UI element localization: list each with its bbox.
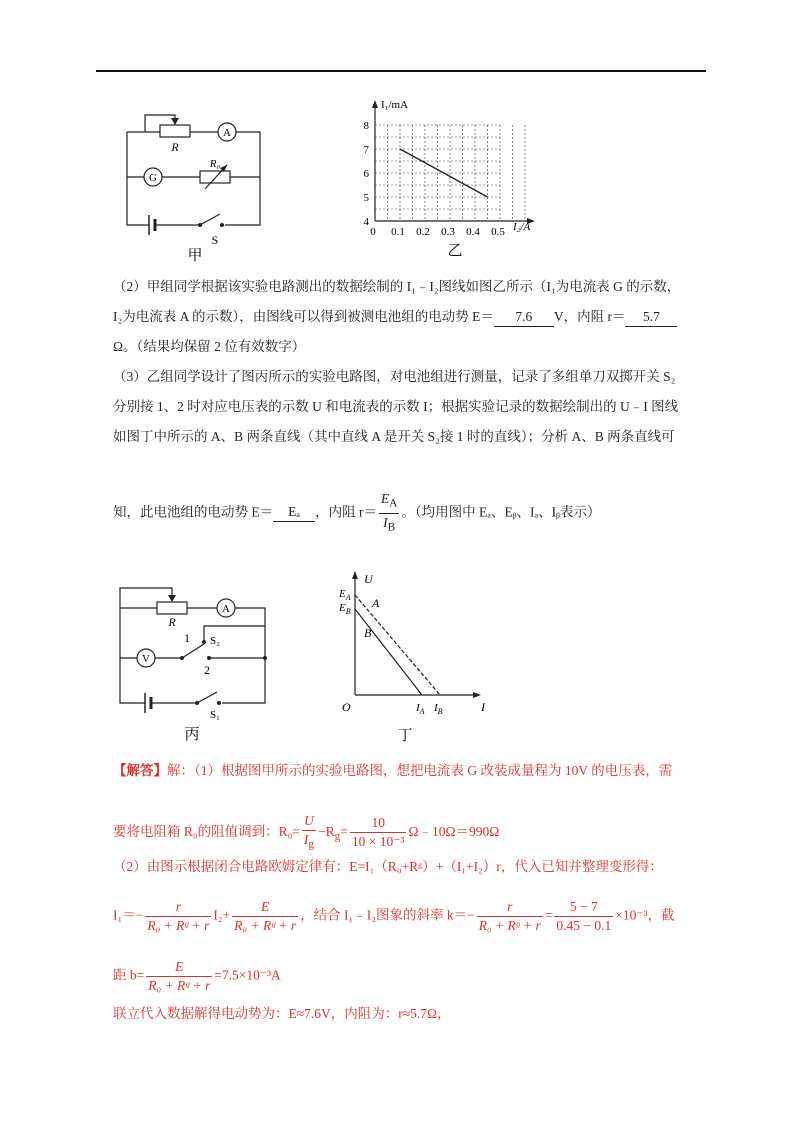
ib-label: $I_B$ (434, 702, 443, 716)
para-3-line-3: 如图丁中所示的 A、B 两条直线（其中直线 A 是开关 S₂接 1 时的直线）；分析 A、B 两条直线可 (113, 429, 675, 444)
line-B (355, 609, 422, 695)
para-2-line-2: I₂为电流表 A 的示数），由图线可以得到被测电池组的电动势 E＝ 7.6 V，内阻 r＝ 5.7 (113, 308, 677, 327)
answer-line-3: （2）由图示根据闭合电路欧姆定律有：E=I₁（R₀+Rᵍ）+（I₁+I₂）r，代入已知并整理变形得： (113, 859, 663, 874)
eb-label: $E_B$ (339, 602, 351, 616)
line-a-label: A (372, 596, 380, 610)
origin-label: O (342, 700, 351, 714)
figure-caption-ding: 丁 (397, 728, 413, 744)
answer-fraction-r: $\frac{E_A}{I_B}$ (381, 491, 398, 534)
para-3-line-2: 分别接 1、2 时对应电压表的示数 U 和电流表的示数 I；根据实验记录的数据绘制出的 U﹣I 图线 (113, 399, 679, 414)
answer-line-4: I₁＝− $\frac{r}{\text{R₀ + Rᵍ + r}}$ I₂+ $\frac{E}{\text{R₀ + Rᵍ + r}}$ ，结合 I₁﹣I₂图象的斜率 k＝− $\frac{r}{\text{R₀ + Rᵍ + r}}$ = $\frac{5 - 7}{0.45 - 0.1}$ ×10⁻³，截 (113, 899, 675, 933)
y-tick-label: 4 (363, 216, 369, 228)
y-tick-label: 6 (363, 168, 369, 180)
x-tick-label: 0.5 (491, 226, 505, 238)
figure-caption-yi: 乙 (447, 243, 463, 259)
para-3-line-1: （3）乙组同学设计了图丙所示的实验电路图，对电池组进行测量，记录了多组单刀双掷开关 S₂ (113, 369, 676, 384)
circuit-bing (112, 578, 277, 743)
voltmeter-label: V (142, 653, 150, 665)
answer-blank-r: 5.7 (625, 308, 677, 327)
circuit-jia (115, 105, 275, 265)
x-tick-label: 0.2 (416, 226, 430, 238)
ammeter-label: A (223, 127, 231, 139)
series-line (400, 149, 488, 197)
answer-tag: 【解答】 (113, 763, 167, 778)
rheostat-arrow-icon (168, 595, 176, 602)
ea-label: $E_A$ (339, 588, 351, 602)
graph-ding (330, 565, 490, 745)
i-axis-arrow-icon (473, 692, 481, 698)
switch-pos-2: 2 (204, 663, 210, 677)
i-axis-label: I (481, 700, 485, 714)
y-tick-label: 8 (363, 120, 369, 132)
line-b-label: B (364, 626, 372, 640)
x-tick-label: 0.1 (391, 226, 405, 238)
chart-yi (355, 95, 555, 265)
answer-blank-E2: Eₐ (273, 503, 315, 522)
answer-line-6: 联立代入数据解得电动势为：E≈7.6V，内阻为：r≈5.7Ω， (113, 1006, 451, 1021)
y-tick-label: 5 (363, 192, 369, 204)
answer-line-5: 距 b= $\frac{E}{\text{R₀ + Rᵍ + r}}$ =7.5×10⁻³A (113, 959, 281, 993)
answer-line-2: 要将电阻箱 R₀的阻值调到：R₀= $\frac{U}{I_g}$ $-R_g=$ $\frac{10}{\text{10 × 10⁻³}}$ Ω﹣10Ω＝990Ω (113, 813, 500, 851)
switch-label: S (211, 233, 219, 247)
x-axis-label: I₂/A (513, 221, 531, 233)
para-2-line-1: （2）甲组同学根据该实验电路测出的数据绘制的 I₁﹣I₂图线如图乙所示（I₁为电流表 G 的示数， (113, 279, 681, 294)
y-axis-label: I₁/mA (381, 99, 409, 111)
switch-s2-label: S₂ (210, 635, 220, 647)
rheostat-label: R (171, 140, 179, 154)
y-axis-arrow-icon (372, 100, 378, 108)
ammeter-label: A (222, 603, 230, 615)
x-tick-label: 0.3 (441, 226, 455, 238)
switch-pos-1: 1 (184, 631, 190, 645)
resistor-box-label: R₀ (209, 158, 221, 170)
switch-s1-label: S₁ (210, 709, 220, 721)
line-A (355, 595, 440, 695)
u-axis-label: U (364, 572, 373, 586)
x-tick-label: 0 (370, 226, 376, 238)
figure-caption-jia: 甲 (187, 248, 203, 264)
y-tick-label: 7 (363, 144, 369, 156)
x-tick-label: 0.4 (466, 226, 480, 238)
galvanometer-label: G (149, 172, 157, 184)
ia-label: $I_A$ (416, 702, 425, 716)
answer-blank-E: 7.6 (494, 308, 554, 327)
para-2-line-3: Ω。（结果均保留 2 位有效数字） (113, 339, 306, 354)
rheostat-label: R (168, 615, 176, 629)
rheostat-arrow-icon (171, 118, 179, 125)
u-axis-arrow-icon (352, 571, 358, 579)
header-rule (96, 70, 706, 72)
figure-caption-bing: 丙 (184, 727, 200, 743)
para-3-line-4: 知，此电池组的电动势 E＝ Eₐ ，内阻 r＝ $\frac{E_A}{I_B}$ 。（均用图中 Eₐ、Eᵦ、Iₐ、Iᵦ表示） (113, 490, 601, 536)
answer-line-1: 【解答】解：（1）根据图甲所示的实验电路图，想把电流表 G 改装成量程为 10V 的电压表，需 (113, 763, 673, 778)
